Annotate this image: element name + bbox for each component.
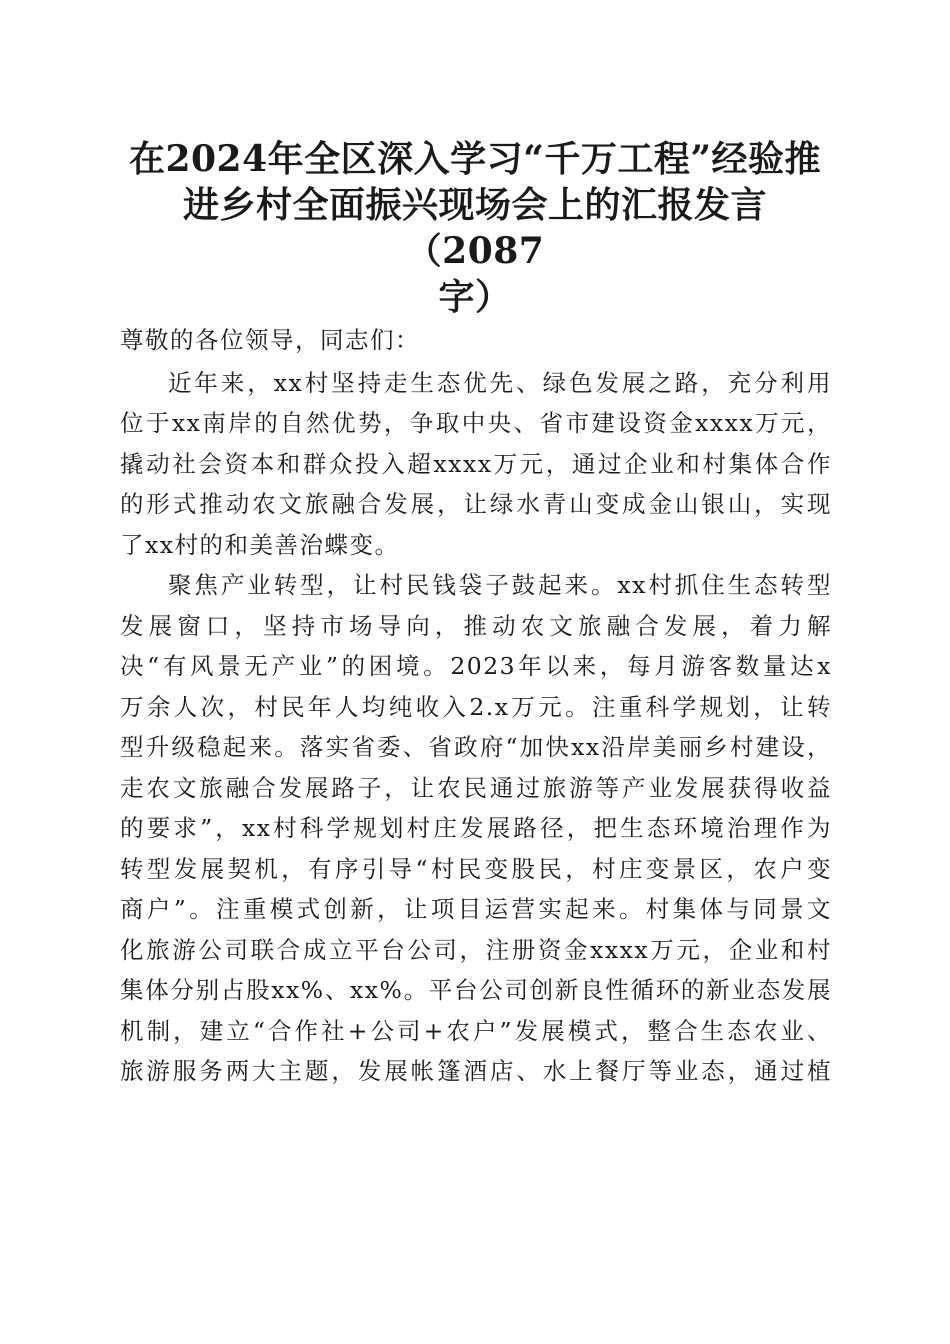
title-line-2: 进乡村全面振兴现场会上的汇报发言（2087 [182,184,767,272]
paragraph-2-line: 转型发展契机，有序引导“村民变股民，村庄变景区，农户变 [120,854,832,883]
paragraph-1-line: 了xx村的和美善治蝶变。 [120,530,400,559]
paragraph-2-line: 集体分别占股xx%、xx%。平台公司创新良性循环的新业态发展 [120,976,832,1004]
paragraph-2-line: 机制，建立“合作社+公司+农户”发展模式，整合生态农业、 [120,1016,832,1045]
paragraph-2 [120,565,832,1092]
paragraph-2-line: 化旅游公司联合成立平台公司，注册资金xxxx万元，企业和村 [120,935,832,964]
paragraph-2-line: 旅游服务两大主题，发展帐篷酒店、水上餐厅等业态，通过植 [120,1057,832,1085]
paragraph-2-line: 的要求”，xx村科学规划村庄发展路径，把生态环境治理作为 [120,814,832,842]
paragraph-2-line: 聚焦产业转型，让村民钱袋子鼓起来。xx村抓住生态转型 [168,571,832,599]
paragraph-1-line: 撬动社会资本和群众投入超xxxx万元，通过企业和村集体合作 [120,449,832,478]
document-body [120,320,832,1092]
paragraph-1-line: 近年来，xx村坚持走生态优先、绿色发展之路，充分利用 [168,368,832,397]
paragraph-2-line: 决“有风景无产业”的困境。2023年以来，每月游客数量达x [120,652,832,680]
paragraph-1-line: 位于xx南岸的自然优势，争取中央、省市建设资金xxxx万元， [120,409,832,437]
paragraph-2-line: 万余人次，村民年人均纯收入2.x万元。注重科学规划，让转 [120,692,832,721]
paragraph-2-line: 型升级稳起来。落实省委、省政府“加快xx沿岸美丽乡村建设， [120,733,832,761]
paragraph-2-line: 发展窗口，坚持市场导向，推动农文旅融合发展，着力解 [120,611,832,640]
paragraph-1-line: 的形式推动农文旅融合发展，让绿水青山变成金山银山，实现 [120,490,832,518]
title-line-1: 在2024年全区深入学习“千万工程”经验推 [128,138,822,180]
paragraph-2-line: 商户”。注重模式创新，让项目运营实起来。村集体与同景文 [120,895,832,923]
greeting: 尊敬的各位领导，同志们： [120,326,420,354]
title-line-3: 字） [438,276,512,318]
paragraph-1 [120,363,832,566]
document-title [118,136,832,320]
paragraph-2-line: 走农文旅融合发展路子，让农民通过旅游等产业发展获得收益 [120,773,832,802]
